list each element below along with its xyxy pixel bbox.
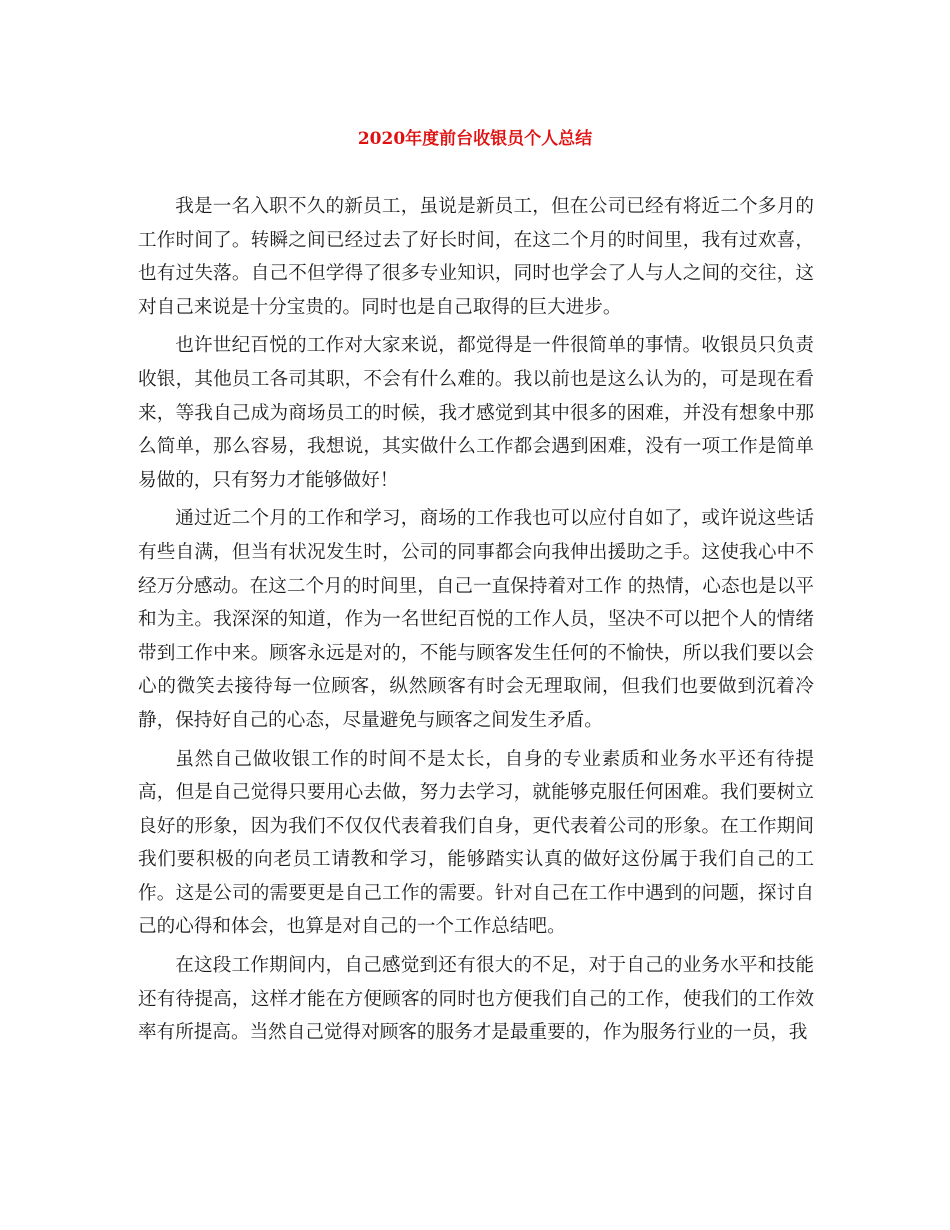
- paragraph-3: 通过近二个月的工作和学习，商场的工作我也可以应付自如了，或许说这些话有些自满，但当有状况发生时，公司的同事都会向我伸出援助之手。这使我心中不经万分感动。在这二个月的时间里，自己一直保持着对工作 的热情，心态也是以平和为主。我深深的知道，作为一名世纪百悦的工作人员，坚决不可以把个人的情绪带到工作中来。顾客永远是对的，不能与顾客发生任何的不愉快，所以我们要以会心的微笑去接待每一位顾客，纵然顾客有时会无理取闹，但我们也要做到沉着冷静，保持好自己的心态，尽量避免与顾客之间发生矛盾。: [138, 508, 814, 731]
- document-title: 2020年度前台收银员个人总结: [357, 129, 593, 149]
- paragraph-4: 虽然自己做收银工作的时间不是太长，自身的专业素质和业务水平还有待提高，但是自己觉得只要用心去做，努力去学习，就能够克服任何困难。我们要树立良好的形象，因为我们不仅仅代表着我们自身，更代表着公司的形象。在工作期间我们要积极的向老员工请教和学习，能够踏实认真的做好这份属于我们自己的工作。这是公司的需要更是自己工作的需要。针对自己在工作中遇到的问题，探讨自己的心得和体会，也算是对自己的一个工作总结吧。: [138, 748, 814, 938]
- paragraph-2: 也许世纪百悦的工作对大家来说，都觉得是一件很简单的事情。收银员只负责收银，其他员工各司其职，不会有什么难的。我以前也是这么认为的，可是现在看来，等我自己成为商场员工的时候，我才感觉到其中很多的困难，并没有想象中那么简单，那么容易，我想说，其实做什么工作都会遇到困难，没有一项工作是简单易做的，只有努力才能够做好！: [138, 335, 814, 491]
- paragraph-1: 我是一名入职不久的新员工，虽说是新员工，但在公司已经有将近二个多月的工作时间了。转瞬之间已经过去了好长时间，在这二个月的时间里，我有过欢喜，也有过失落。自己不但学得了很多专业知识，同时也学会了人与人之间的交往，这对自己来说是十分宝贵的。同时也是自己取得的巨大进步。: [138, 196, 814, 318]
- document-body: [138, 190, 814, 1055]
- paragraph-5: 在这段工作期间内，自己感觉到还有很大的不足，对于自己的业务水平和技能还有待提高，这样才能在方便顾客的同时也方便我们自己的工作，使我们的工作效率有所提高。当然自己觉得对顾客的服务才是最重要的，作为服务行业的一员，我: [138, 955, 814, 1044]
